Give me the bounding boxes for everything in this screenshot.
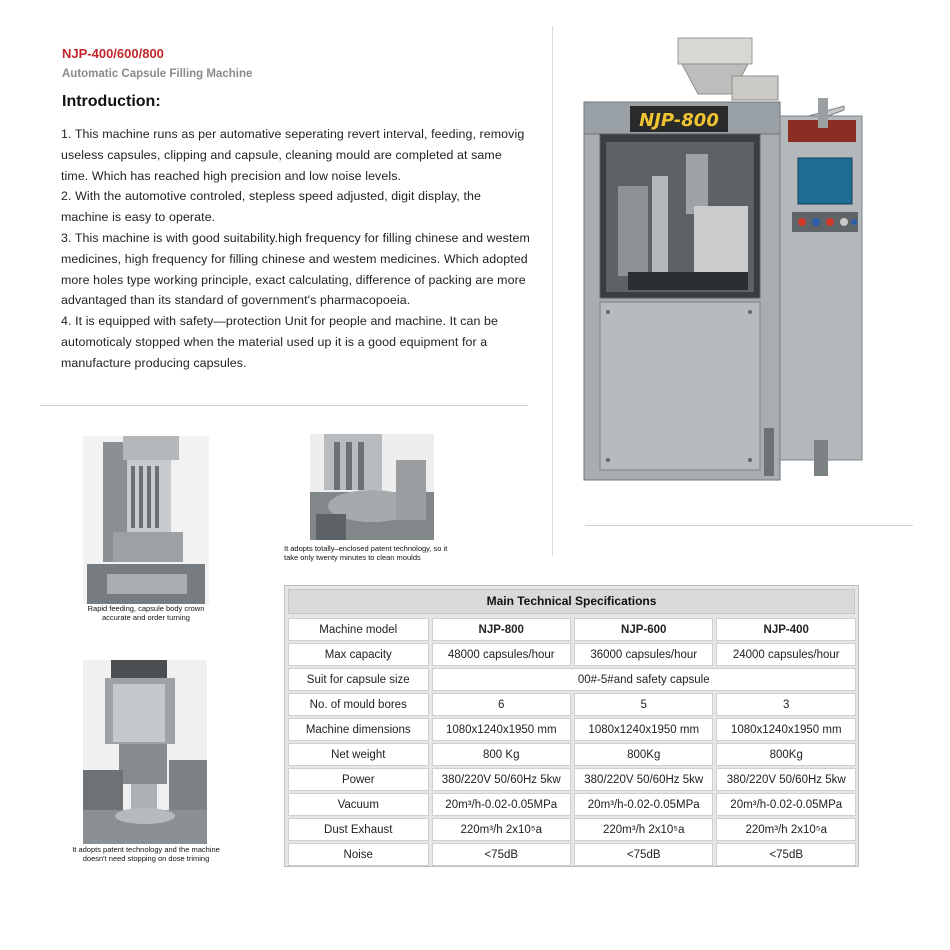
spec-table-title: Main Technical Specifications	[288, 589, 855, 614]
caption-dose-trimming: It adopts patent technology and the machine doesn't need stopping on dose triming	[72, 845, 220, 863]
spec-cell: 220m³/h 2x10⁵a	[432, 818, 571, 841]
spec-cell: 3	[716, 693, 856, 716]
spec-row-label: Max capacity	[288, 643, 429, 666]
spec-cell: 1080x1240x1950 mm	[432, 718, 571, 741]
divider-left	[40, 405, 528, 406]
spec-row-label: Noise	[288, 843, 429, 866]
table-row	[288, 643, 856, 666]
enclosed-technology-photo	[310, 434, 434, 540]
spec-row-label: Dust Exhaust	[288, 818, 429, 841]
spec-cell: <75dB	[574, 843, 713, 866]
spec-header-row	[288, 618, 856, 641]
product-model-title: NJP-400/600/800	[62, 46, 164, 61]
spec-cell: 5	[574, 693, 713, 716]
table-row	[288, 718, 856, 741]
spec-cell: 1080x1240x1950 mm	[716, 718, 856, 741]
spec-model-njp-800: NJP-800	[432, 618, 571, 641]
spec-cell: 20m³/h-0.02-0.05MPa	[716, 793, 856, 816]
spec-cell: 800Kg	[574, 743, 713, 766]
intro-paragraph-4: 4. It is equipped with safety—protection Unit for people and machine. It can be automoticaly stopped when the material used up it is a good equipment for a manufacture producing capsules.	[61, 314, 499, 370]
spec-cell-span: 00#-5#and safety capsule	[432, 668, 857, 691]
spec-row-label: Net weight	[288, 743, 429, 766]
spec-row-label: Vacuum	[288, 793, 429, 816]
intro-paragraph-2: 2. With the automotive controled, stepless speed adjusted, digit display, the machine is easy to operate.	[61, 189, 482, 225]
spec-cell: 48000 capsules/hour	[432, 643, 571, 666]
spec-cell: 24000 capsules/hour	[716, 643, 856, 666]
table-row	[288, 668, 856, 691]
spec-cell: 800 Kg	[432, 743, 571, 766]
spec-cell: 380/220V 50/60Hz 5kw	[716, 768, 856, 791]
spec-cell: 20m³/h-0.02-0.05MPa	[432, 793, 571, 816]
spec-row-label: No. of mould bores	[288, 693, 429, 716]
spec-cell: 20m³/h-0.02-0.05MPa	[574, 793, 713, 816]
intro-paragraph-1: 1. This machine runs as per automative seperating revert interval, feeding, removig useless capsules, clipping and capsule, cleaning mould are completed at same time. Which has reached high precision and low noise levels.	[61, 127, 525, 183]
table-row	[288, 793, 856, 816]
spec-model-njp-400: NJP-400	[716, 618, 856, 641]
spec-cell: 36000 capsules/hour	[574, 643, 713, 666]
divider-vertical	[552, 26, 553, 556]
dose-trimming-photo	[83, 660, 207, 844]
spec-cell: 1080x1240x1950 mm	[574, 718, 713, 741]
spec-cell: 380/220V 50/60Hz 5kw	[574, 768, 713, 791]
spec-model-njp-600: NJP-600	[574, 618, 713, 641]
capsule-feed-photo	[83, 436, 209, 604]
table-row	[288, 768, 856, 791]
machine-badge: NJP-800	[639, 110, 719, 131]
table-row	[288, 693, 856, 716]
spec-cell: 220m³/h 2x10⁵a	[716, 818, 856, 841]
spec-cell: <75dB	[432, 843, 571, 866]
intro-paragraph-3: 3. This machine is with good suitability.high frequency for filling chinese and westem medicines, high frequency for filling chinese and westem medicines. Which adopted more holes type working principle, exact calculating, difference of packing are more advantaged than its standard of government's pharmacopoeia.	[61, 230, 530, 308]
divider-right	[585, 525, 913, 526]
spec-cell: 800Kg	[716, 743, 856, 766]
spec-row-label: Suit for capsule size	[288, 668, 429, 691]
caption-capsule-feed: Rapid feeding, capsule body crown accurate and order turning	[87, 604, 205, 622]
caption-enclosed-technology: It adopts totally–enclosed patent technology, so it take only twenty minutes to clean moulds	[284, 544, 448, 562]
table-row	[288, 843, 856, 866]
spec-row-label: Machine dimensions	[288, 718, 429, 741]
spec-cell: 220m³/h 2x10⁵a	[574, 818, 713, 841]
spec-cell: 6	[432, 693, 571, 716]
intro-heading: Introduction:	[62, 93, 161, 110]
table-row	[288, 743, 856, 766]
spec-cell: 380/220V 50/60Hz 5kw	[432, 768, 571, 791]
product-subtitle: Automatic Capsule Filling Machine	[62, 68, 253, 80]
spec-table	[284, 585, 859, 867]
spec-cell: <75dB	[716, 843, 856, 866]
table-row	[288, 818, 856, 841]
machine-photo	[582, 36, 870, 484]
spec-grid	[285, 616, 859, 868]
spec-row-label: Power	[288, 768, 429, 791]
spec-header-label: Machine model	[288, 618, 429, 641]
intro-body	[61, 124, 531, 374]
